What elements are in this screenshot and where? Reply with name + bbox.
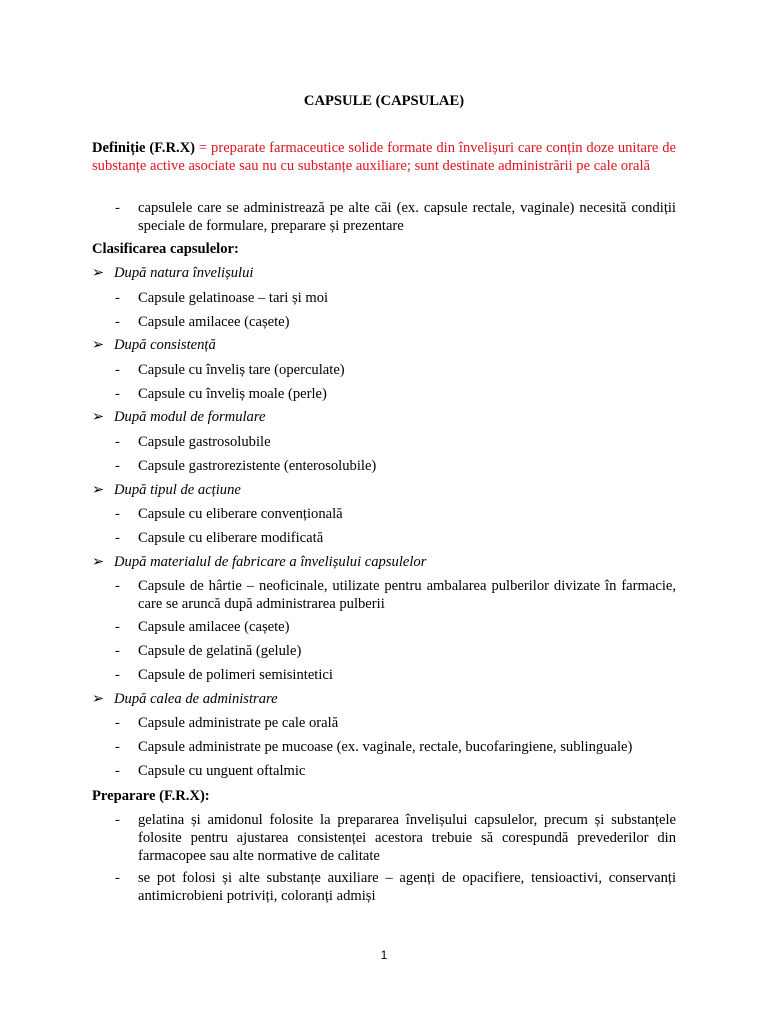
definition-equals: = xyxy=(195,140,212,156)
list-item: - Capsule amilacee (cașete) xyxy=(115,619,290,635)
classification-group-title: ➢ După tipul de acțiune xyxy=(92,482,241,498)
list-item: - Capsule gastrorezistente (enterosolubile) xyxy=(115,458,377,474)
list-item: - Capsule cu unguent oftalmic xyxy=(115,763,306,779)
list-item: - Capsule administrate pe cale orală xyxy=(115,715,339,731)
definition-label: Definiție (F.R.X) xyxy=(92,140,196,156)
list-item: - se pot folosi și alte substanțe auxiliare – agenți de opacifiere, tensioactivi, conservanți antimicrobieni potriviți, coloranți admiși xyxy=(115,870,676,904)
arrow-bullet-icon: ➢ xyxy=(92,691,105,707)
list-item: - Capsule cu înveliș tare (operculate) xyxy=(115,362,345,378)
classification-heading: Clasificarea capsulelor: xyxy=(92,241,239,257)
definition-note-text: capsulele care se administrează pe alte căi (ex. capsule rectale, vaginale) necesită condiții speciale de formulare, preparare și prezentare xyxy=(138,200,676,234)
dash-bullet: - xyxy=(115,200,120,216)
arrow-bullet-icon: ➢ xyxy=(92,409,105,425)
classification-group-title: ➢ După calea de administrare xyxy=(92,691,278,707)
classification-group-title: ➢ După consistență xyxy=(92,337,216,353)
classification-group-title: ➢ După natura învelișului xyxy=(92,265,254,281)
arrow-bullet-icon: ➢ xyxy=(92,482,105,498)
classification-group-title: ➢ După materialul de fabricare a învelișului capsulelor xyxy=(92,554,427,570)
arrow-bullet-icon: ➢ xyxy=(92,554,105,570)
list-item: - Capsule de polimeri semisintetici xyxy=(115,667,333,683)
list-item: - Capsule cu eliberare modificată xyxy=(115,530,324,546)
list-item: - Capsule gastrosolubile xyxy=(115,434,271,450)
list-item: - Capsule amilacee (cașete) xyxy=(115,314,290,330)
definition-text: preparate farmaceutice solide formate din învelișuri care conțin doze unitare de substanțe active asociate sau nu cu substanțe auxiliare; sunt destinate administrării pe cale orală xyxy=(92,140,677,174)
list-item: - Capsule cu înveliș moale (perle) xyxy=(115,386,327,402)
definition-note xyxy=(115,199,676,235)
page-number: 1 xyxy=(380,948,388,962)
list-item: - Capsule gelatinoase – tari și moi xyxy=(115,290,329,306)
list-item: - Capsule administrate pe mucoase (ex. vaginale, rectale, bucofaringiene, sublinguale) xyxy=(115,739,633,755)
list-item: - Capsule cu eliberare convențională xyxy=(115,506,343,522)
list-item: - gelatina și amidonul folosite la prepararea învelișului capsulelor, precum și substanțele folosite pentru ajustarea consistenței acestora trebuie să corespundă prevederilor din farmacopee sau alte normative de calitate xyxy=(115,812,676,864)
arrow-bullet-icon: ➢ xyxy=(92,337,105,353)
list-item: - Capsule de gelatină (gelule) xyxy=(115,643,302,659)
document-title: CAPSULE (CAPSULAE) xyxy=(303,93,465,109)
preparation-heading: Preparare (F.R.X): xyxy=(92,788,210,804)
arrow-bullet-icon: ➢ xyxy=(92,265,105,281)
classification-group-title: ➢ După modul de formulare xyxy=(92,409,266,425)
definition-paragraph xyxy=(92,139,676,175)
list-item: - Capsule de hârtie – neoficinale, utilizate pentru ambalarea pulberilor divizate în farmacie, care se aruncă după administrarea pulberii xyxy=(115,578,676,612)
